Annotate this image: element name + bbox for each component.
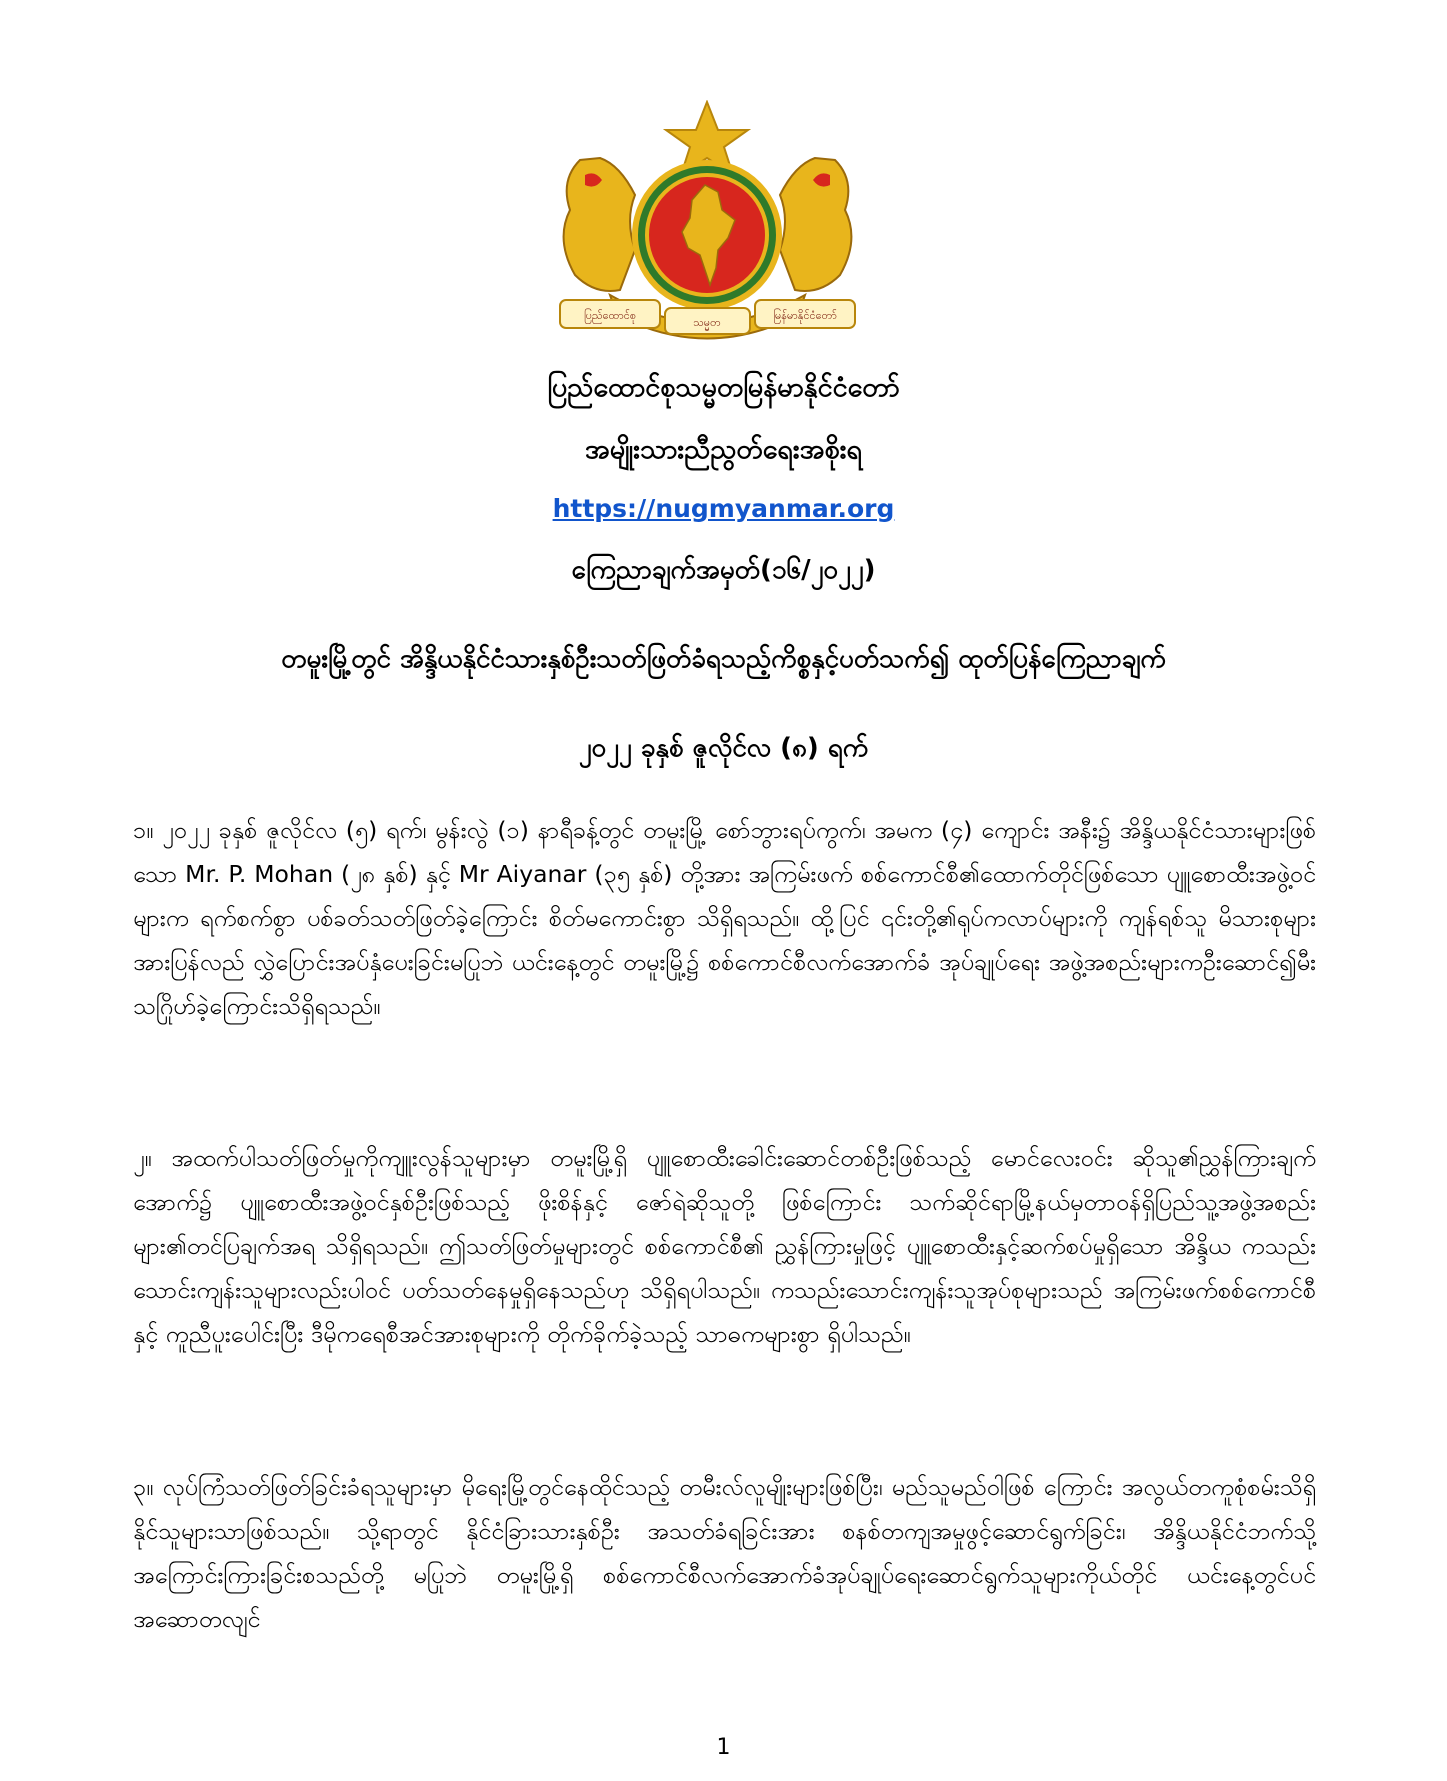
- statement-number: ကြေညာချက်အမှတ်(၁၆/၂၀၂၂): [571, 555, 876, 585]
- seal-label-right: မြန်မာနိုင်ငံတော်: [773, 309, 837, 322]
- country-name: ပြည်ထောင်စုသမ္မတမြန်မာနိုင်ငံတော်: [547, 372, 900, 403]
- paragraph-2: ၂။ အထက်ပါသတ်ဖြတ်မှုကိုကျူးလွန်သူများမှာ တမူးမြို့ရှိ ပျူစောထီးခေါင်းဆောင်တစ်ဦးဖြစ်သည့် မောင်လေးဝင်း ဆိုသူ၏ညွှန်ကြားချက်အောက်၌ ပျူစောထီးအဖွဲ့ဝင်နှစ်ဦးဖြစ်သည့် ဖိုးစိန်နှင့် ဇော်ရဲဆိုသူတို့ ဖြစ်ကြောင်း သက်ဆိုင်ရာမြို့နယ်မှတာဝန်ရှိပြည်သူ့အဖွဲ့အစည်းများ၏တင်ပြချက်အရ သိရှိရသည်။ ဤသတ်ဖြတ်မှုများတွင် စစ်ကောင်စီ၏ ညွှန်ကြားမှုဖြင့် ပျူစောထီးနှင့်ဆက်စပ်မှုရှိသော အိန္ဒိယ ကသည်း သောင်းကျန်းသူများလည်းပါဝင် ပတ်သတ်နေမှုရှိနေသည်ဟု သိရှိရပါသည်။ ကသည်းသောင်းကျန်းသူအုပ်စုများသည် အကြမ်းဖက်စစ်ကောင်စီနှင့် ကူညီပူးပေါင်းပြီး ဒီမိုကရေစီအင်အားစုများကို တိုက်ခိုက်ခဲ့သည့် သာဓကများစွာ ရှိပါသည်။: [133, 1144, 1316, 1348]
- paragraph-1: ၁။ ၂၀၂၂ ခုနှစ် ဇူလိုင်လ (၅) ရက်၊ မွန်းလွဲ (၁) နာရီခန့်တွင် တမူးမြို့ စော်ဘွားရပ်ကွက်၊ အမက (၄) ကျောင်း အနီး၌ အိန္ဒိယနိုင်ငံသားများဖြစ်သော Mr. P. Mohan (၂၈ နှစ်) နှင့် Mr Aiyanar (၃၅ နှစ်) တို့အား အကြမ်းဖက် စစ်ကောင်စီ၏ထောက်တိုင်ဖြစ်သော ပျူစောထီးအဖွဲ့ဝင်များက ရက်စက်စွာ ပစ်ခတ်သတ်ဖြတ်ခဲ့ကြောင်း စိတ်မကောင်းစွာ သိရှိရသည်။ ထို့ပြင် ၎င်းတို့၏ရုပ်ကလာပ်များကို ကျန်ရစ်သူ မိသားစုများအားပြန်လည် လွှဲပြောင်းအပ်နှံပေးခြင်းမပြုဘဲ ယင်းနေ့တွင် တမူးမြို့၌ စစ်ကောင်စီလက်အောက်ခံ အုပ်ချုပ်ရေး အဖွဲ့အစည်းများကဦးဆောင်၍မီးသဂြိုဟ်ခဲ့ကြောင်းသိရှိရသည်။: [133, 816, 1316, 1020]
- state-seal-icon: [540, 100, 875, 350]
- seal-label-left: ပြည်ထောင်စု: [583, 309, 637, 322]
- website-url-container: [0, 494, 1447, 523]
- website-link[interactable]: https://nugmyanmar.org: [552, 494, 895, 523]
- paragraph-3: ၃။ လုပ်ကြံသတ်ဖြတ်ခြင်းခံရသူများမှာ မိုရေးမြို့တွင်နေထိုင်သည့် တမီးလ်လူမျိုးများဖြစ်ပြီး၊ မည်သူမည်ဝါဖြစ် ကြောင်း အလွယ်တကူစုံစမ်းသိရှိနိုင်သူများသာဖြစ်သည်။ သို့ရာတွင် နိုင်ငံခြားသားနှစ်ဦး အသတ်ခံရခြင်းအား စနစ်တကျအမှုဖွင့်ဆောင်ရွက်ခြင်း၊ အိန္ဒိယနိုင်ငံဘက်သို့အကြောင်းကြားခြင်းစသည်တို့ မပြုဘဲ တမူးမြို့ရှိ စစ်ကောင်စီလက်အောက်ခံအုပ်ချုပ်ရေးဆောင်ရွက်သူများကိုယ်တိုင် ယင်းနေ့တွင်ပင် အဆောတလျင်: [133, 1473, 1316, 1633]
- seal-label-center: သမ္မတ: [693, 316, 721, 329]
- page-number: 1: [716, 1735, 731, 1760]
- statement-title: တမူးမြို့တွင် အိန္ဒိယနိုင်ငံသားနှစ်ဦးသတ်ဖြတ်ခံရသည့်ကိစ္စနှင့်ပတ်သက်၍ ထုတ်ပြန်ကြေညာချက်: [281, 644, 1166, 674]
- government-name: အမျိုးသားညီညွတ်ရေးအစိုးရ: [584, 434, 863, 465]
- statement-date: ၂၀၂၂ ခုနှစ် ဇူလိုင်လ (၈) ရက်: [578, 733, 869, 763]
